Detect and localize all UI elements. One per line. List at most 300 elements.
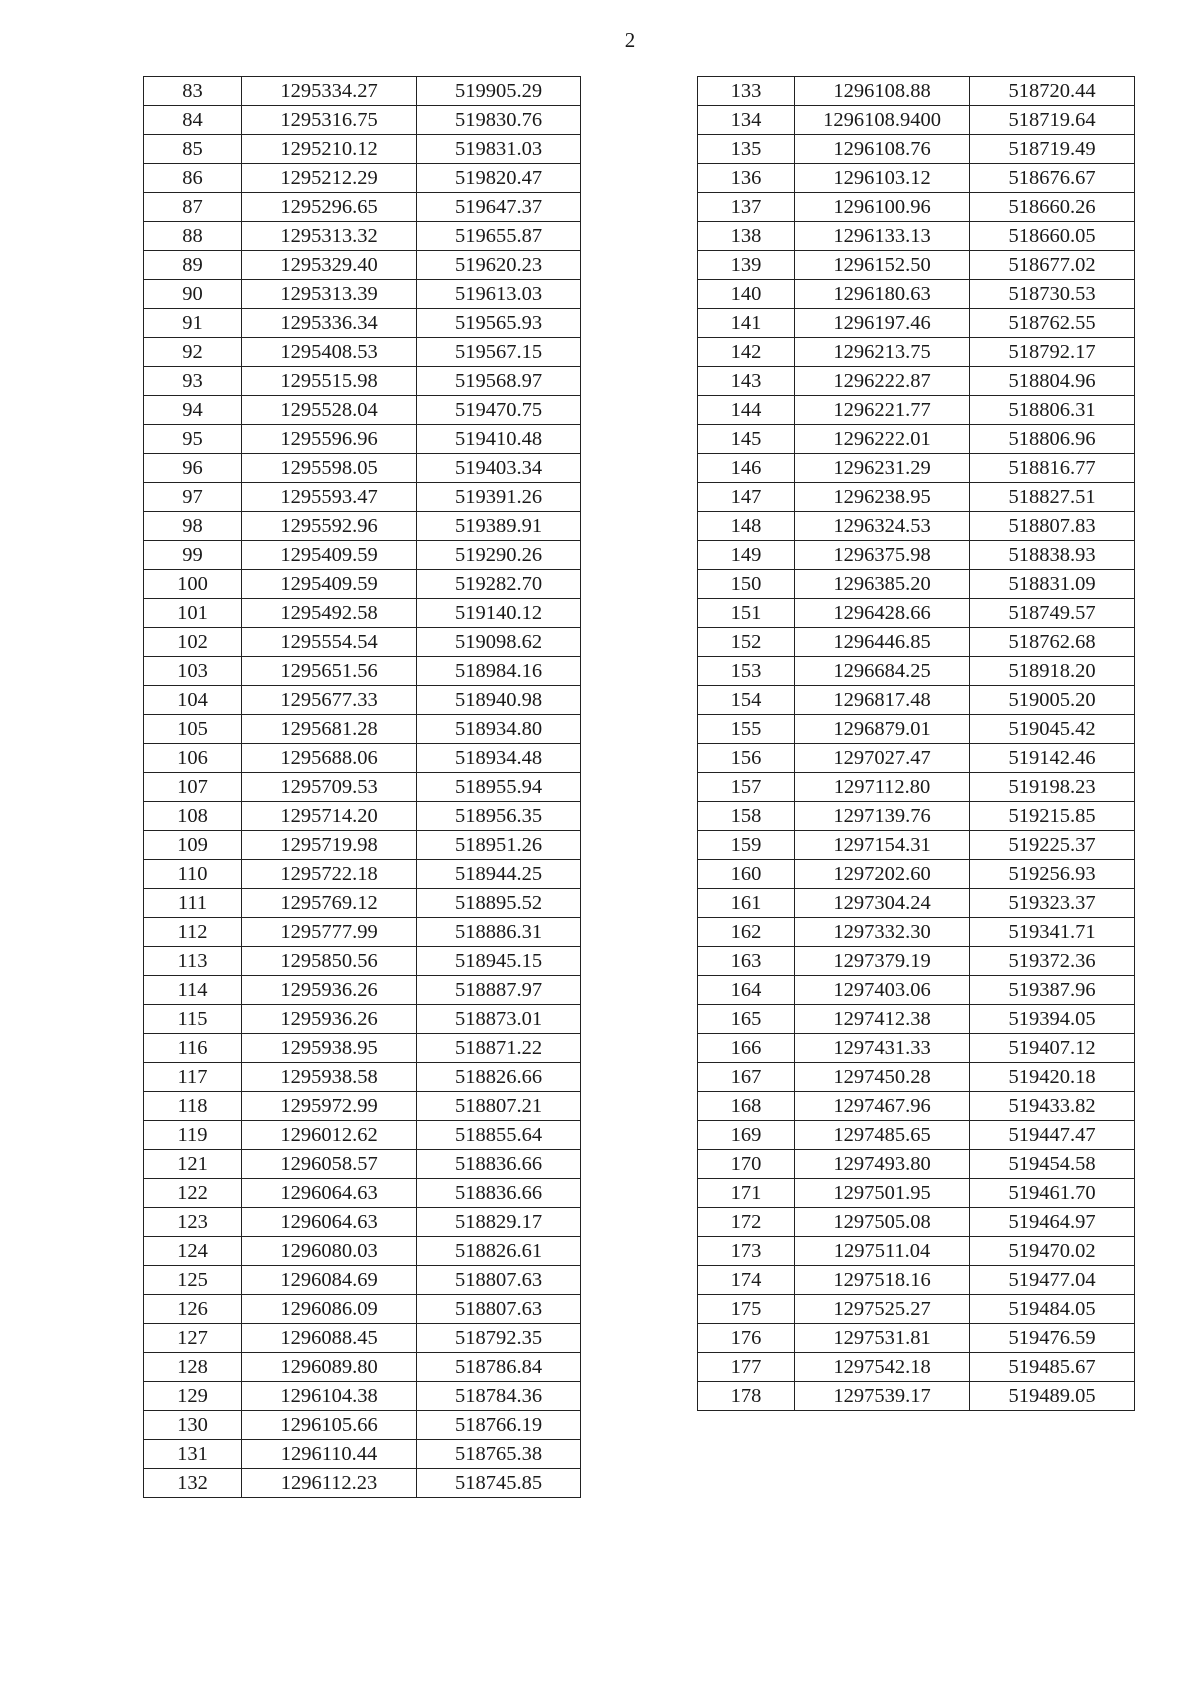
point-number-cell: 147 <box>698 483 795 512</box>
y-coordinate-cell: 519282.70 <box>417 570 581 599</box>
table-row <box>144 686 581 715</box>
coordinates-table-left-body <box>144 77 581 1498</box>
x-coordinate-cell: 1297539.17 <box>795 1382 970 1411</box>
y-coordinate-cell: 518807.63 <box>417 1295 581 1324</box>
point-number-cell: 109 <box>144 831 242 860</box>
x-coordinate-cell: 1296100.96 <box>795 193 970 222</box>
y-coordinate-cell: 518749.57 <box>970 599 1135 628</box>
point-number-cell: 138 <box>698 222 795 251</box>
y-coordinate-cell: 519820.47 <box>417 164 581 193</box>
y-coordinate-cell: 519225.37 <box>970 831 1135 860</box>
y-coordinate-cell: 519341.71 <box>970 918 1135 947</box>
y-coordinate-cell: 519420.18 <box>970 1063 1135 1092</box>
y-coordinate-cell: 519655.87 <box>417 222 581 251</box>
table-row <box>698 367 1135 396</box>
point-number-cell: 134 <box>698 106 795 135</box>
x-coordinate-cell: 1297412.38 <box>795 1005 970 1034</box>
table-row <box>144 135 581 164</box>
y-coordinate-cell: 518677.02 <box>970 251 1135 280</box>
point-number-cell: 177 <box>698 1353 795 1382</box>
x-coordinate-cell: 1296213.75 <box>795 338 970 367</box>
x-coordinate-cell: 1295936.26 <box>242 1005 417 1034</box>
x-coordinate-cell: 1297403.06 <box>795 976 970 1005</box>
point-number-cell: 176 <box>698 1324 795 1353</box>
point-number-cell: 148 <box>698 512 795 541</box>
table-row <box>698 860 1135 889</box>
x-coordinate-cell: 1296324.53 <box>795 512 970 541</box>
table-row <box>698 309 1135 338</box>
x-coordinate-cell: 1297542.18 <box>795 1353 970 1382</box>
point-number-cell: 118 <box>144 1092 242 1121</box>
x-coordinate-cell: 1296180.63 <box>795 280 970 309</box>
table-row <box>698 135 1135 164</box>
table-row <box>698 280 1135 309</box>
y-coordinate-cell: 518660.26 <box>970 193 1135 222</box>
y-coordinate-cell: 519005.20 <box>970 686 1135 715</box>
table-row <box>698 976 1135 1005</box>
x-coordinate-cell: 1296104.38 <box>242 1382 417 1411</box>
table-row <box>698 106 1135 135</box>
x-coordinate-cell: 1295938.58 <box>242 1063 417 1092</box>
x-coordinate-cell: 1296221.77 <box>795 396 970 425</box>
x-coordinate-cell: 1295313.32 <box>242 222 417 251</box>
y-coordinate-cell: 519387.96 <box>970 976 1135 1005</box>
x-coordinate-cell: 1296222.87 <box>795 367 970 396</box>
x-coordinate-cell: 1296080.03 <box>242 1237 417 1266</box>
point-number-cell: 130 <box>144 1411 242 1440</box>
table-row <box>698 164 1135 193</box>
point-number-cell: 171 <box>698 1179 795 1208</box>
y-coordinate-cell: 518887.97 <box>417 976 581 1005</box>
table-row <box>698 512 1135 541</box>
table-row <box>698 657 1135 686</box>
point-number-cell: 124 <box>144 1237 242 1266</box>
x-coordinate-cell: 1296197.46 <box>795 309 970 338</box>
point-number-cell: 122 <box>144 1179 242 1208</box>
point-number-cell: 132 <box>144 1469 242 1498</box>
y-coordinate-cell: 518944.25 <box>417 860 581 889</box>
table-row <box>144 1208 581 1237</box>
point-number-cell: 146 <box>698 454 795 483</box>
point-number-cell: 131 <box>144 1440 242 1469</box>
table-row <box>698 889 1135 918</box>
point-number-cell: 98 <box>144 512 242 541</box>
table-row <box>144 512 581 541</box>
x-coordinate-cell: 1296879.01 <box>795 715 970 744</box>
y-coordinate-cell: 519476.59 <box>970 1324 1135 1353</box>
table-row <box>698 1353 1135 1382</box>
x-coordinate-cell: 1296238.95 <box>795 483 970 512</box>
point-number-cell: 175 <box>698 1295 795 1324</box>
x-coordinate-cell: 1295719.98 <box>242 831 417 860</box>
x-coordinate-cell: 1296012.62 <box>242 1121 417 1150</box>
point-number-cell: 167 <box>698 1063 795 1092</box>
x-coordinate-cell: 1295334.27 <box>242 77 417 106</box>
x-coordinate-cell: 1295598.05 <box>242 454 417 483</box>
x-coordinate-cell: 1297027.47 <box>795 744 970 773</box>
point-number-cell: 135 <box>698 135 795 164</box>
x-coordinate-cell: 1295681.28 <box>242 715 417 744</box>
table-row <box>144 1266 581 1295</box>
table-row <box>698 541 1135 570</box>
x-coordinate-cell: 1296103.12 <box>795 164 970 193</box>
table-row <box>698 1121 1135 1150</box>
x-coordinate-cell: 1297505.08 <box>795 1208 970 1237</box>
point-number-cell: 88 <box>144 222 242 251</box>
table-row <box>144 251 581 280</box>
y-coordinate-cell: 519045.42 <box>970 715 1135 744</box>
x-coordinate-cell: 1297154.31 <box>795 831 970 860</box>
y-coordinate-cell: 518730.53 <box>970 280 1135 309</box>
table-row <box>698 947 1135 976</box>
point-number-cell: 112 <box>144 918 242 947</box>
point-number-cell: 90 <box>144 280 242 309</box>
y-coordinate-cell: 519140.12 <box>417 599 581 628</box>
x-coordinate-cell: 1295554.54 <box>242 628 417 657</box>
x-coordinate-cell: 1295938.95 <box>242 1034 417 1063</box>
table-row <box>144 1092 581 1121</box>
y-coordinate-cell: 518719.64 <box>970 106 1135 135</box>
y-coordinate-cell: 518806.31 <box>970 396 1135 425</box>
y-coordinate-cell: 518956.35 <box>417 802 581 831</box>
x-coordinate-cell: 1297511.04 <box>795 1237 970 1266</box>
x-coordinate-cell: 1296058.57 <box>242 1150 417 1179</box>
point-number-cell: 154 <box>698 686 795 715</box>
x-coordinate-cell: 1295316.75 <box>242 106 417 135</box>
point-number-cell: 117 <box>144 1063 242 1092</box>
x-coordinate-cell: 1295492.58 <box>242 599 417 628</box>
y-coordinate-cell: 519394.05 <box>970 1005 1135 1034</box>
x-coordinate-cell: 1296084.69 <box>242 1266 417 1295</box>
x-coordinate-cell: 1295972.99 <box>242 1092 417 1121</box>
table-row <box>144 628 581 657</box>
table-row <box>698 483 1135 512</box>
table-row <box>144 483 581 512</box>
table-row <box>698 1063 1135 1092</box>
x-coordinate-cell: 1296086.09 <box>242 1295 417 1324</box>
x-coordinate-cell: 1296105.66 <box>242 1411 417 1440</box>
y-coordinate-cell: 519831.03 <box>417 135 581 164</box>
point-number-cell: 157 <box>698 773 795 802</box>
point-number-cell: 143 <box>698 367 795 396</box>
point-number-cell: 127 <box>144 1324 242 1353</box>
point-number-cell: 95 <box>144 425 242 454</box>
x-coordinate-cell: 1297139.76 <box>795 802 970 831</box>
table-row <box>144 541 581 570</box>
table-row <box>144 222 581 251</box>
point-number-cell: 152 <box>698 628 795 657</box>
x-coordinate-cell: 1297450.28 <box>795 1063 970 1092</box>
y-coordinate-cell: 518807.83 <box>970 512 1135 541</box>
point-number-cell: 140 <box>698 280 795 309</box>
table-row <box>698 425 1135 454</box>
point-number-cell: 116 <box>144 1034 242 1063</box>
x-coordinate-cell: 1295592.96 <box>242 512 417 541</box>
point-number-cell: 142 <box>698 338 795 367</box>
y-coordinate-cell: 518745.85 <box>417 1469 581 1498</box>
table-row <box>144 1295 581 1324</box>
table-row <box>698 1382 1135 1411</box>
point-number-cell: 108 <box>144 802 242 831</box>
point-number-cell: 144 <box>698 396 795 425</box>
table-row <box>144 744 581 773</box>
y-coordinate-cell: 519391.26 <box>417 483 581 512</box>
x-coordinate-cell: 1295769.12 <box>242 889 417 918</box>
x-coordinate-cell: 1295936.26 <box>242 976 417 1005</box>
y-coordinate-cell: 518766.19 <box>417 1411 581 1440</box>
table-row <box>698 251 1135 280</box>
x-coordinate-cell: 1295528.04 <box>242 396 417 425</box>
table-row <box>698 831 1135 860</box>
table-row <box>144 860 581 889</box>
x-coordinate-cell: 1297467.96 <box>795 1092 970 1121</box>
y-coordinate-cell: 519098.62 <box>417 628 581 657</box>
point-number-cell: 163 <box>698 947 795 976</box>
point-number-cell: 161 <box>698 889 795 918</box>
y-coordinate-cell: 519447.47 <box>970 1121 1135 1150</box>
x-coordinate-cell: 1296108.9400 <box>795 106 970 135</box>
x-coordinate-cell: 1296108.76 <box>795 135 970 164</box>
point-number-cell: 137 <box>698 193 795 222</box>
x-coordinate-cell: 1296817.48 <box>795 686 970 715</box>
point-number-cell: 105 <box>144 715 242 744</box>
table-row <box>144 454 581 483</box>
point-number-cell: 128 <box>144 1353 242 1382</box>
y-coordinate-cell: 518984.16 <box>417 657 581 686</box>
table-row <box>144 106 581 135</box>
table-row <box>144 164 581 193</box>
x-coordinate-cell: 1295212.29 <box>242 164 417 193</box>
point-number-cell: 110 <box>144 860 242 889</box>
x-coordinate-cell: 1296110.44 <box>242 1440 417 1469</box>
x-coordinate-cell: 1296385.20 <box>795 570 970 599</box>
table-row <box>144 947 581 976</box>
table-row <box>698 570 1135 599</box>
table-row <box>698 193 1135 222</box>
x-coordinate-cell: 1295515.98 <box>242 367 417 396</box>
x-coordinate-cell: 1297493.80 <box>795 1150 970 1179</box>
y-coordinate-cell: 519905.29 <box>417 77 581 106</box>
table-row <box>144 570 581 599</box>
y-coordinate-cell: 518676.67 <box>970 164 1135 193</box>
y-coordinate-cell: 519565.93 <box>417 309 581 338</box>
y-coordinate-cell: 518816.77 <box>970 454 1135 483</box>
x-coordinate-cell: 1297501.95 <box>795 1179 970 1208</box>
table-row <box>144 831 581 860</box>
x-coordinate-cell: 1295651.56 <box>242 657 417 686</box>
point-number-cell: 87 <box>144 193 242 222</box>
table-row <box>698 454 1135 483</box>
x-coordinate-cell: 1296064.63 <box>242 1208 417 1237</box>
x-coordinate-cell: 1297525.27 <box>795 1295 970 1324</box>
x-coordinate-cell: 1296088.45 <box>242 1324 417 1353</box>
y-coordinate-cell: 518934.48 <box>417 744 581 773</box>
x-coordinate-cell: 1297518.16 <box>795 1266 970 1295</box>
table-row <box>144 1063 581 1092</box>
y-coordinate-cell: 518829.17 <box>417 1208 581 1237</box>
table-row <box>144 425 581 454</box>
y-coordinate-cell: 519470.02 <box>970 1237 1135 1266</box>
table-row <box>144 889 581 918</box>
table-row <box>698 1179 1135 1208</box>
y-coordinate-cell: 518940.98 <box>417 686 581 715</box>
y-coordinate-cell: 518918.20 <box>970 657 1135 686</box>
table-row <box>144 773 581 802</box>
x-coordinate-cell: 1296231.29 <box>795 454 970 483</box>
y-coordinate-cell: 519830.76 <box>417 106 581 135</box>
table-row <box>144 1005 581 1034</box>
y-coordinate-cell: 519567.15 <box>417 338 581 367</box>
x-coordinate-cell: 1296684.25 <box>795 657 970 686</box>
table-row <box>144 367 581 396</box>
x-coordinate-cell: 1296064.63 <box>242 1179 417 1208</box>
point-number-cell: 100 <box>144 570 242 599</box>
table-row <box>144 280 581 309</box>
y-coordinate-cell: 519568.97 <box>417 367 581 396</box>
y-coordinate-cell: 518762.68 <box>970 628 1135 657</box>
y-coordinate-cell: 518720.44 <box>970 77 1135 106</box>
table-row <box>698 686 1135 715</box>
y-coordinate-cell: 518719.49 <box>970 135 1135 164</box>
point-number-cell: 149 <box>698 541 795 570</box>
coordinates-table-right-body <box>698 77 1135 1411</box>
table-row <box>698 918 1135 947</box>
point-number-cell: 174 <box>698 1266 795 1295</box>
y-coordinate-cell: 518806.96 <box>970 425 1135 454</box>
table-row <box>698 1266 1135 1295</box>
y-coordinate-cell: 518807.21 <box>417 1092 581 1121</box>
x-coordinate-cell: 1297202.60 <box>795 860 970 889</box>
y-coordinate-cell: 519215.85 <box>970 802 1135 831</box>
x-coordinate-cell: 1295409.59 <box>242 541 417 570</box>
point-number-cell: 83 <box>144 77 242 106</box>
x-coordinate-cell: 1295336.34 <box>242 309 417 338</box>
y-coordinate-cell: 518895.52 <box>417 889 581 918</box>
point-number-cell: 84 <box>144 106 242 135</box>
x-coordinate-cell: 1295722.18 <box>242 860 417 889</box>
coordinates-table-left <box>143 76 581 1498</box>
point-number-cell: 96 <box>144 454 242 483</box>
x-coordinate-cell: 1297304.24 <box>795 889 970 918</box>
point-number-cell: 164 <box>698 976 795 1005</box>
point-number-cell: 151 <box>698 599 795 628</box>
table-row <box>698 1324 1135 1353</box>
x-coordinate-cell: 1297531.81 <box>795 1324 970 1353</box>
table-row <box>144 1440 581 1469</box>
x-coordinate-cell: 1297485.65 <box>795 1121 970 1150</box>
table-row <box>144 1353 581 1382</box>
y-coordinate-cell: 518945.15 <box>417 947 581 976</box>
point-number-cell: 86 <box>144 164 242 193</box>
x-coordinate-cell: 1296133.13 <box>795 222 970 251</box>
y-coordinate-cell: 519647.37 <box>417 193 581 222</box>
table-row <box>698 1005 1135 1034</box>
y-coordinate-cell: 518807.63 <box>417 1266 581 1295</box>
y-coordinate-cell: 519470.75 <box>417 396 581 425</box>
point-number-cell: 169 <box>698 1121 795 1150</box>
point-number-cell: 113 <box>144 947 242 976</box>
x-coordinate-cell: 1295409.59 <box>242 570 417 599</box>
y-coordinate-cell: 519454.58 <box>970 1150 1135 1179</box>
table-row <box>698 77 1135 106</box>
point-number-cell: 114 <box>144 976 242 1005</box>
table-row <box>144 193 581 222</box>
y-coordinate-cell: 518836.66 <box>417 1150 581 1179</box>
point-number-cell: 166 <box>698 1034 795 1063</box>
x-coordinate-cell: 1295408.53 <box>242 338 417 367</box>
y-coordinate-cell: 518826.61 <box>417 1237 581 1266</box>
y-coordinate-cell: 519489.05 <box>970 1382 1135 1411</box>
point-number-cell: 97 <box>144 483 242 512</box>
y-coordinate-cell: 518784.36 <box>417 1382 581 1411</box>
y-coordinate-cell: 519389.91 <box>417 512 581 541</box>
point-number-cell: 106 <box>144 744 242 773</box>
table-row <box>144 1034 581 1063</box>
x-coordinate-cell: 1297112.80 <box>795 773 970 802</box>
point-number-cell: 119 <box>144 1121 242 1150</box>
x-coordinate-cell: 1296375.98 <box>795 541 970 570</box>
y-coordinate-cell: 519372.36 <box>970 947 1135 976</box>
y-coordinate-cell: 518792.35 <box>417 1324 581 1353</box>
point-number-cell: 107 <box>144 773 242 802</box>
x-coordinate-cell: 1295296.65 <box>242 193 417 222</box>
y-coordinate-cell: 518826.66 <box>417 1063 581 1092</box>
table-row <box>144 599 581 628</box>
y-coordinate-cell: 519323.37 <box>970 889 1135 918</box>
point-number-cell: 160 <box>698 860 795 889</box>
y-coordinate-cell: 519485.67 <box>970 1353 1135 1382</box>
point-number-cell: 165 <box>698 1005 795 1034</box>
table-row <box>698 773 1135 802</box>
table-row <box>144 715 581 744</box>
x-coordinate-cell: 1295596.96 <box>242 425 417 454</box>
table-row <box>144 657 581 686</box>
point-number-cell: 115 <box>144 1005 242 1034</box>
table-row <box>698 1034 1135 1063</box>
y-coordinate-cell: 518827.51 <box>970 483 1135 512</box>
coordinates-table-right <box>697 76 1135 1411</box>
table-row <box>144 1469 581 1498</box>
point-number-cell: 91 <box>144 309 242 338</box>
y-coordinate-cell: 518955.94 <box>417 773 581 802</box>
point-number-cell: 150 <box>698 570 795 599</box>
y-coordinate-cell: 518873.01 <box>417 1005 581 1034</box>
x-coordinate-cell: 1296112.23 <box>242 1469 417 1498</box>
point-number-cell: 103 <box>144 657 242 686</box>
point-number-cell: 162 <box>698 918 795 947</box>
point-number-cell: 156 <box>698 744 795 773</box>
point-number-cell: 104 <box>144 686 242 715</box>
table-row <box>698 1150 1135 1179</box>
point-number-cell: 159 <box>698 831 795 860</box>
point-number-cell: 172 <box>698 1208 795 1237</box>
y-coordinate-cell: 518831.09 <box>970 570 1135 599</box>
y-coordinate-cell: 519620.23 <box>417 251 581 280</box>
point-number-cell: 121 <box>144 1150 242 1179</box>
table-row <box>698 628 1135 657</box>
table-row <box>144 976 581 1005</box>
x-coordinate-cell: 1296152.50 <box>795 251 970 280</box>
point-number-cell: 133 <box>698 77 795 106</box>
table-row <box>144 802 581 831</box>
point-number-cell: 129 <box>144 1382 242 1411</box>
y-coordinate-cell: 518786.84 <box>417 1353 581 1382</box>
y-coordinate-cell: 519461.70 <box>970 1179 1135 1208</box>
y-coordinate-cell: 518951.26 <box>417 831 581 860</box>
table-row <box>698 802 1135 831</box>
y-coordinate-cell: 518792.17 <box>970 338 1135 367</box>
x-coordinate-cell: 1295677.33 <box>242 686 417 715</box>
